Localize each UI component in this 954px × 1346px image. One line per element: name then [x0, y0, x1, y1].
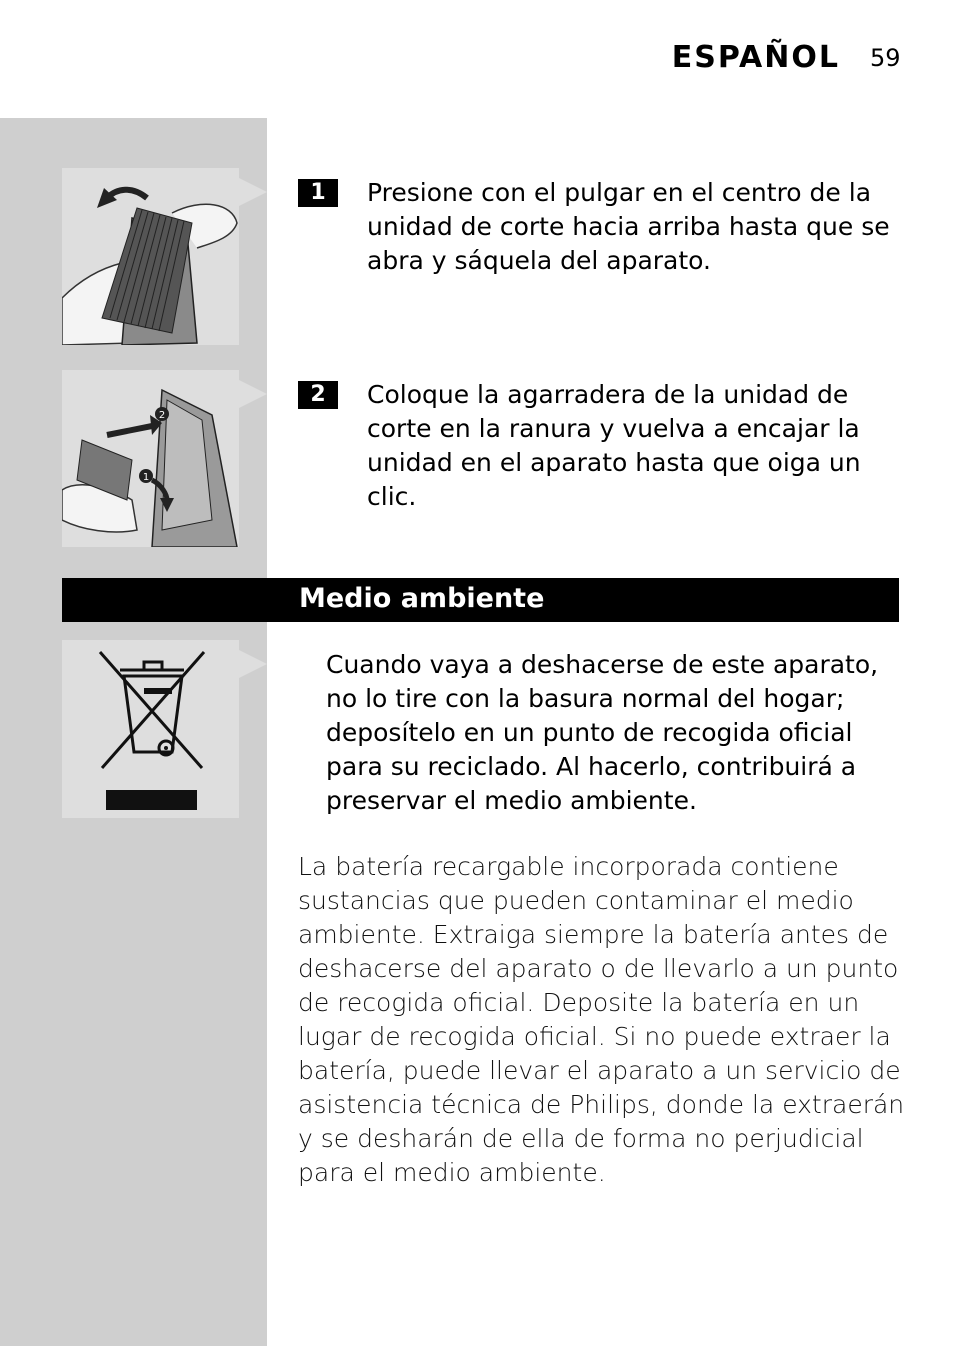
step-text-1: Presione con el pulgar en el centro de la unidad de corte hacia arriba hasta que se abra y sáquela del aparato. [367, 178, 890, 275]
figure-pointer [239, 178, 267, 206]
figure-remove-cutting-unit [62, 168, 239, 345]
section-title: Medio ambiente [299, 583, 545, 614]
section-header-bar [62, 578, 899, 622]
marker-2: 2 [158, 410, 166, 421]
environment-paragraph-1: Cuando vaya a deshacerse de este aparato, no lo tire con la basura normal del hogar; deposítelo en un punto de recogida oficial para su reciclado. Al hacerlo, contribuirá a preservar el medio ambiente. [326, 650, 879, 815]
cutting-unit-removal-illustration-icon [62, 168, 239, 345]
step-text-2: Coloque la agarradera de la unidad de corte en la ranura y vuelva a encajar la unidad en el aparato hasta que oiga un clic. [367, 380, 861, 511]
figure-attach-cutting-unit [62, 370, 239, 547]
language-label: ESPAÑOL [671, 40, 840, 75]
figure-pointer [239, 650, 267, 678]
crossed-out-wheelie-bin-icon [62, 640, 239, 818]
cutting-unit-attach-illustration-icon [62, 370, 239, 547]
environment-paragraph-2: La batería recargable incorporada contiene sustancias que pueden contaminar el medio ambiente. Extraiga siempre la batería antes de deshacerse del aparato o de llevarlo a un punto de recogida oficial. Deposite la batería en un lugar de recogida oficial. Si no puede extraer la batería, puede llevar el aparato a un servicio de asistencia técnica de Philips, donde la extraerán y se desharán de ella de forma no perjudicial para el medio ambiente. [298, 852, 905, 1187]
step-number-1: 1 [298, 179, 338, 207]
step-number-2: 2 [298, 381, 338, 409]
page-number: 59 [870, 44, 901, 72]
figure-weee-symbol [62, 640, 239, 818]
marker-1: 1 [142, 472, 150, 483]
figure-pointer [239, 380, 267, 408]
